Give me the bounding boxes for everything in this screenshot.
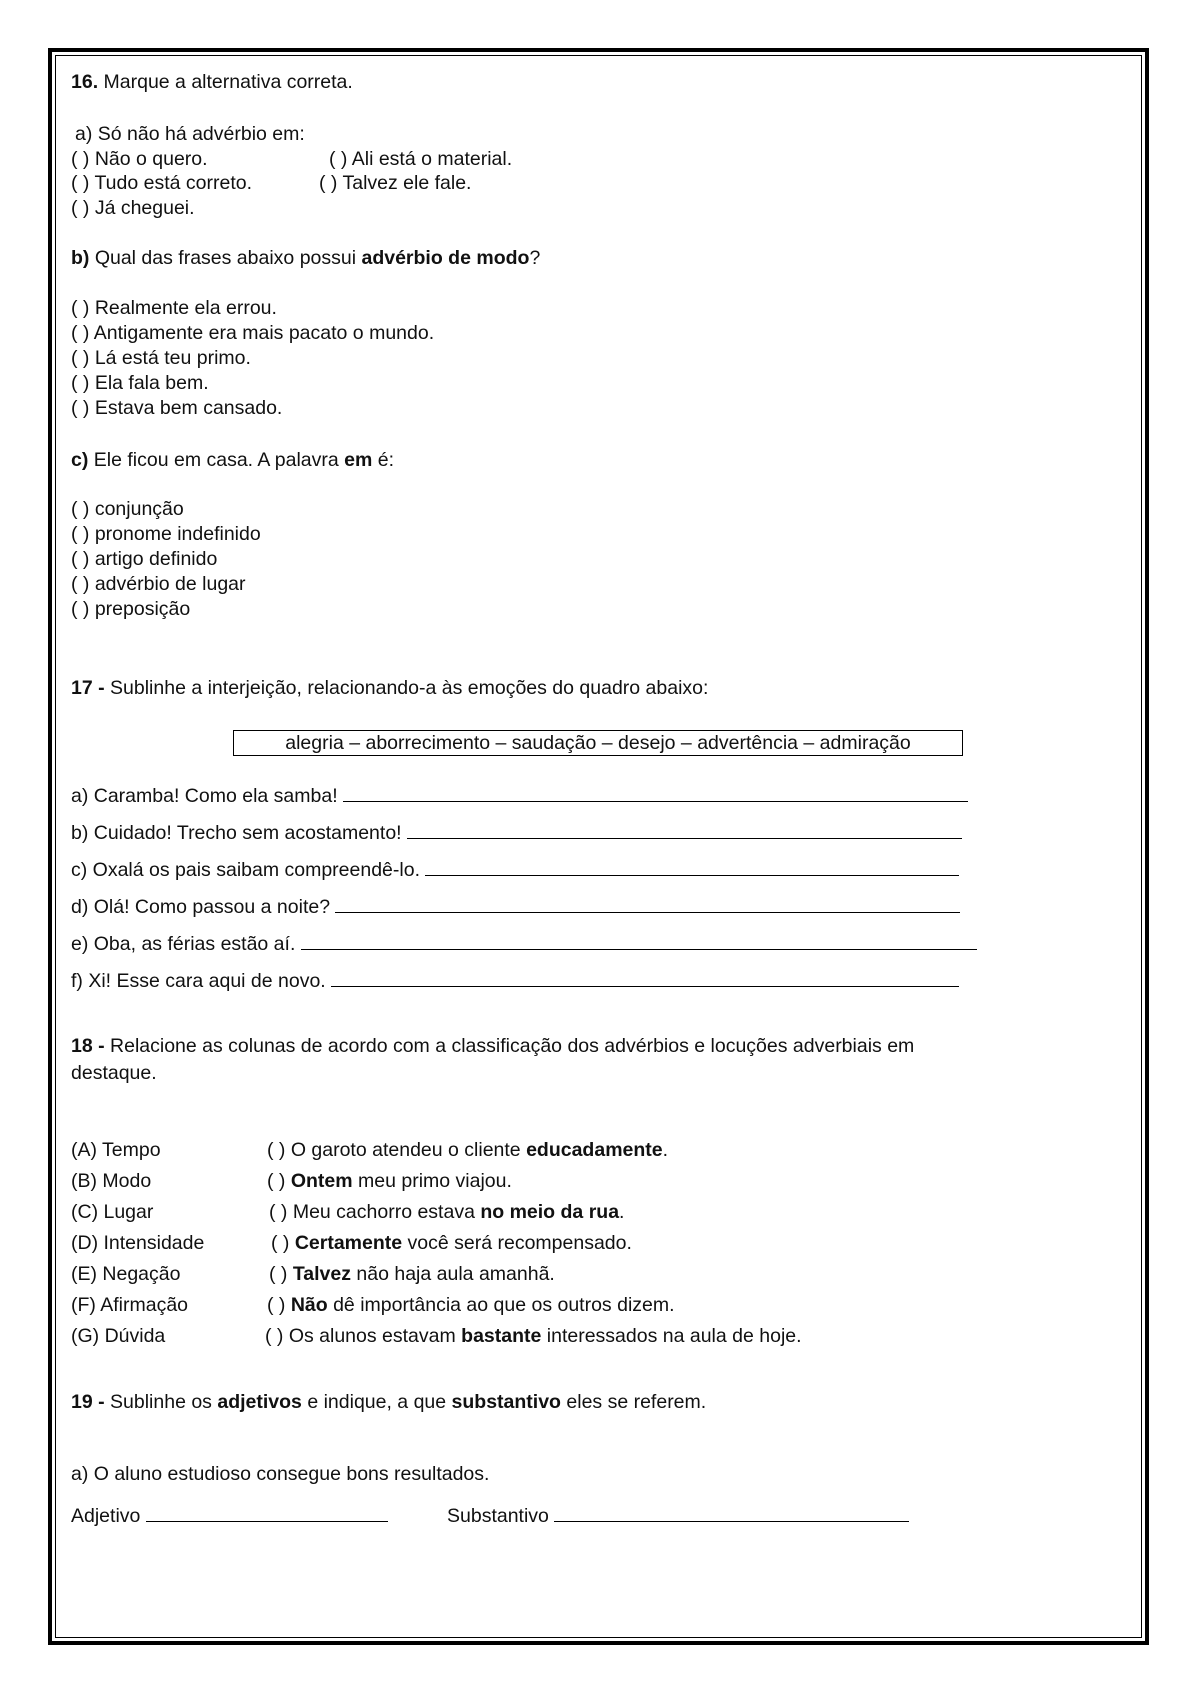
q16-a-option[interactable]: ( ) Talvez ele fale. <box>319 172 472 194</box>
q18-right-item[interactable]: ( ) Talvez não haja aula amanhã. <box>269 1263 555 1285</box>
q16-a-option[interactable]: ( ) Não o quero. <box>71 148 208 170</box>
q18-title: 18 - Relacione as colunas de acordo com a classificação dos advérbios e locuções adverbiais em <box>71 1035 915 1057</box>
q16-b-option[interactable]: ( ) Lá está teu primo. <box>71 347 251 369</box>
q17-item-e: e) Oba, as férias estão aí. <box>71 932 977 956</box>
q19-substantivo-line: Substantivo <box>447 1504 909 1528</box>
q18-left-item: (D) Intensidade <box>71 1232 205 1254</box>
q19-adjetivo-line: Adjetivo <box>71 1504 388 1528</box>
q16-b-option[interactable]: ( ) Antigamente era mais pacato o mundo. <box>71 322 435 344</box>
q17-item-d: d) Olá! Como passou a noite? <box>71 895 960 919</box>
answer-blank[interactable] <box>425 858 959 876</box>
answer-blank[interactable] <box>301 932 977 950</box>
q16-c-option[interactable]: ( ) preposição <box>71 598 191 620</box>
q16-title: 16. Marque a alternativa correta. <box>71 71 353 93</box>
answer-blank[interactable] <box>335 895 960 913</box>
q17-item-a: a) Caramba! Como ela samba! <box>71 784 968 808</box>
q18-right-item[interactable]: ( ) Ontem meu primo viajou. <box>267 1170 512 1192</box>
q16-b-option[interactable]: ( ) Estava bem cansado. <box>71 397 283 419</box>
q17-title: 17 - Sublinhe a interjeição, relacionando-a às emoções do quadro abaixo: <box>71 677 709 699</box>
emotions-box: alegria – aborrecimento – saudação – desejo – advertência – admiração <box>233 730 963 756</box>
q18-right-item[interactable]: ( ) Certamente você será recompensado. <box>271 1232 632 1254</box>
q16-b-option[interactable]: ( ) Realmente ela errou. <box>71 297 277 319</box>
answer-blank[interactable] <box>343 784 968 802</box>
q18-left-item: (C) Lugar <box>71 1201 154 1223</box>
q16-c-option[interactable]: ( ) conjunção <box>71 498 184 520</box>
q18-left-item: (B) Modo <box>71 1170 152 1192</box>
q16-b-title: b) Qual das frases abaixo possui advérbio de modo? <box>71 247 541 269</box>
adjetivo-blank[interactable] <box>146 1504 388 1522</box>
q16-a-option[interactable]: ( ) Tudo está correto. <box>71 172 252 194</box>
q16-b-option[interactable]: ( ) Ela fala bem. <box>71 372 209 394</box>
q17-item-f: f) Xi! Esse cara aqui de novo. <box>71 969 959 993</box>
q17-item-b: b) Cuidado! Trecho sem acostamento! <box>71 821 962 845</box>
q17-item-c: c) Oxalá os pais saibam compreendê-lo. <box>71 858 959 882</box>
q16-c-title: c) Ele ficou em casa. A palavra em é: <box>71 449 395 471</box>
q18-right-item[interactable]: ( ) Os alunos estavam bastante interessados na aula de hoje. <box>265 1325 802 1347</box>
q19-item-a: a) O aluno estudioso consegue bons resultados. <box>71 1463 490 1485</box>
answer-blank[interactable] <box>407 821 962 839</box>
q18-left-item: (A) Tempo <box>71 1139 161 1161</box>
q16-c-option[interactable]: ( ) artigo definido <box>71 548 218 570</box>
q16-a-title: a) Só não há advérbio em: <box>75 123 305 145</box>
q18-title-cont: destaque. <box>71 1062 157 1084</box>
q18-left-item: (F) Afirmação <box>71 1294 189 1316</box>
q18-right-item[interactable]: ( ) Meu cachorro estava no meio da rua. <box>269 1201 625 1223</box>
q19-title: 19 - Sublinhe os adjetivos e indique, a que substantivo eles se referem. <box>71 1391 707 1413</box>
q16-c-option[interactable]: ( ) advérbio de lugar <box>71 573 246 595</box>
q18-right-item[interactable]: ( ) Não dê importância ao que os outros dizem. <box>267 1294 675 1316</box>
answer-blank[interactable] <box>331 969 959 987</box>
q16-c-option[interactable]: ( ) pronome indefinido <box>71 523 261 545</box>
q16-a-option[interactable]: ( ) Já cheguei. <box>71 197 195 219</box>
q18-left-item: (G) Dúvida <box>71 1325 166 1347</box>
substantivo-blank[interactable] <box>554 1504 909 1522</box>
q18-left-item: (E) Negação <box>71 1263 181 1285</box>
q16-a-option[interactable]: ( ) Ali está o material. <box>329 148 513 170</box>
q18-right-item[interactable]: ( ) O garoto atendeu o cliente educadamente. <box>267 1139 669 1161</box>
